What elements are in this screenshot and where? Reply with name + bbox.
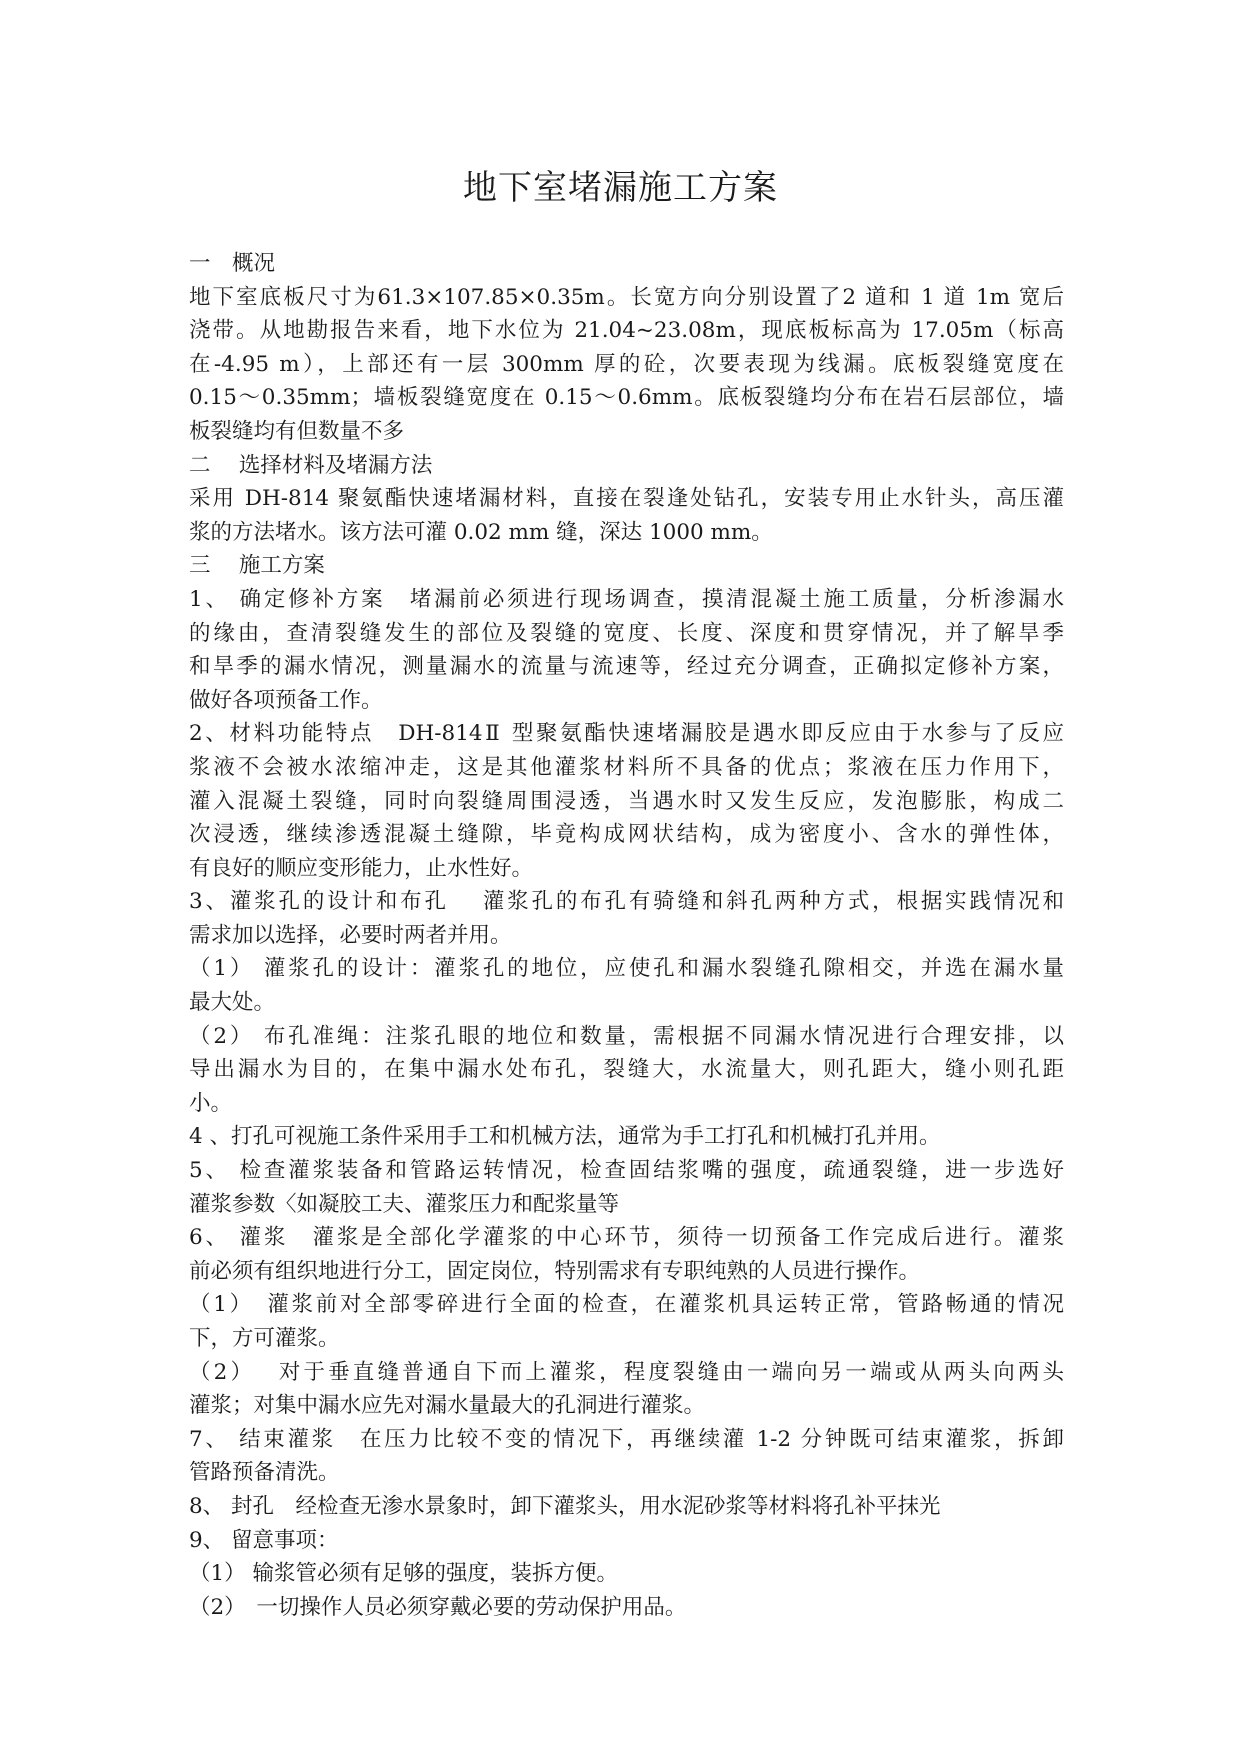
- paragraph-line: 的缘由，查清裂缝发生的部位及裂缝的宽度、长度、深度和贯穿情况，并了解旱季: [189, 620, 1064, 646]
- paragraph-line: 浆液不会被水浓缩冲走，这是其他灌浆材料所不具备的优点；浆液在压力作用下，: [189, 754, 1064, 780]
- paragraph-line: 7、 结束灌浆 在压力比较不变的情况下，再继续灌 1-2 分钟既可结束灌浆，拆卸: [189, 1426, 1064, 1452]
- section-heading-overview: 一 概况: [189, 251, 276, 276]
- section-heading-plan: 三 施工方案: [189, 553, 325, 579]
- paragraph-line: 5、 检查灌浆装备和管路运转情况，检查固结浆嘴的强度，疏通裂缝，进一步选好: [189, 1158, 1064, 1184]
- paragraph-line: 6、 灌浆 灌浆是全部化学灌浆的中心环节，须待一切预备工作完成后进行。灌浆: [189, 1225, 1064, 1251]
- paragraph-line: 需求加以选择，必要时两者并用。: [189, 922, 512, 948]
- paragraph-line: 浆的方法堵水。该方法可灌 0.02 mm 缝，深达 1000 mm。: [189, 519, 773, 545]
- paragraph-line: 9、 留意事项：: [189, 1527, 339, 1553]
- paragraph-line: 地下室底板尺寸为61.3×107.85×0.35m。长宽方向分别设置了2 道和 1 道 1m 宽后: [189, 284, 1064, 310]
- paragraph-line: （2） 对于垂直缝普通自下而上灌浆，程度裂缝由一端向另一端或从两头向两头: [189, 1359, 1064, 1385]
- paragraph-line: 灌浆参数〈如凝胶工夫、灌浆压力和配浆量等: [189, 1191, 620, 1217]
- paragraph-line: 小。: [189, 1090, 233, 1116]
- paragraph-line: 管路预备清洗。: [189, 1460, 340, 1486]
- paragraph-line: 做好各项预备工作。: [189, 687, 383, 713]
- paragraph-line: 和旱季的漏水情况，测量漏水的流量与流速等，经过充分调查，正确拟定修补方案，: [189, 654, 1064, 680]
- paragraph-line: 1、 确定修补方案 堵漏前必须进行现场调查，摸清混凝土施工质量，分析渗漏水: [189, 586, 1064, 612]
- paragraph-line: （2） 布孔准绳：注浆孔眼的地位和数量，需根据不同漏水情况进行合理安排，以: [189, 1023, 1064, 1049]
- paragraph-line: 有良好的顺应变形能力，止水性好。: [189, 855, 534, 881]
- section-heading-materials: 二 选择材料及堵漏方法: [189, 452, 433, 478]
- paragraph-line: 最大处。: [189, 990, 276, 1016]
- paragraph-line: 灌入混凝土裂缝，同时向裂缝周围浸透，当遇水时又发生反应，发泡膨胀，构成二: [189, 788, 1064, 814]
- paragraph-line: 板裂缝均有但数量不多: [189, 418, 405, 444]
- paragraph-line: 导出漏水为目的，在集中漏水处布孔，裂缝大，水流量大，则孔距大，缝小则孔距: [189, 1057, 1064, 1083]
- paragraph-line: （1） 灌浆前对全部零碎进行全面的检查，在灌浆机具运转正常，管路畅通的情况: [189, 1292, 1064, 1318]
- paragraph-line: 3、灌浆孔的设计和布孔 灌浆孔的布孔有骑缝和斜孔两种方式，根据实践情况和: [189, 889, 1064, 915]
- paragraph-line: 下，方可灌浆。: [189, 1326, 340, 1351]
- paragraph-line: 2、材料功能特点 DH-814Ⅱ 型聚氨酯快速堵漏胶是遇水即反应由于水参与了反应: [189, 721, 1064, 747]
- paragraph-line: （1） 灌浆孔的设计：灌浆孔的地位，应使孔和漏水裂缝孔隙相交，并选在漏水量: [189, 956, 1064, 982]
- paragraph-line: 浇带。从地勘报告来看，地下水位为 21.04~23.08m，现底板标高为 17.05m（标高: [189, 318, 1064, 344]
- paragraph-line: 灌浆；对集中漏水应先对漏水量最大的孔洞进行灌浆。: [189, 1393, 706, 1419]
- document-title: 地下室堵漏施工方案: [463, 168, 778, 208]
- paragraph-line: （2） 一切操作人员必须穿戴必要的劳动保护用品。: [189, 1594, 687, 1620]
- paragraph-line: 4 、打孔可视施工条件采用手工和机械方法，通常为手工打孔和机械打孔并用。: [189, 1124, 941, 1150]
- document-body: [189, 247, 1064, 1624]
- paragraph-line: 在-4.95 m），上部还有一层 300mm 厚的砼，次要表现为线漏。底板裂缝宽度在: [189, 351, 1064, 377]
- paragraph-line: 0.15～0.35mm；墙板裂缝宽度在 0.15～0.6mm。底板裂缝均分布在岩石层部位，墙: [189, 385, 1064, 411]
- paragraph-line: 次浸透，继续渗透混凝土缝隙，毕竟构成网状结构，成为密度小、含水的弹性体，: [189, 822, 1064, 848]
- paragraph-line: （1） 输浆管必须有足够的强度，装拆方便。: [189, 1561, 619, 1587]
- paragraph-line: 采用 DH-814 聚氨酯快速堵漏材料，直接在裂逢处钻孔，安装专用止水针头，高压灌: [189, 486, 1064, 512]
- paragraph-line: 8、 封孔 经检查无渗水景象时，卸下灌浆头，用水泥砂浆等材料将孔补平抹光: [189, 1493, 941, 1519]
- paragraph-line: 前必须有组织地进行分工，固定岗位，特别需求有专职纯熟的人员进行操作。: [189, 1258, 921, 1284]
